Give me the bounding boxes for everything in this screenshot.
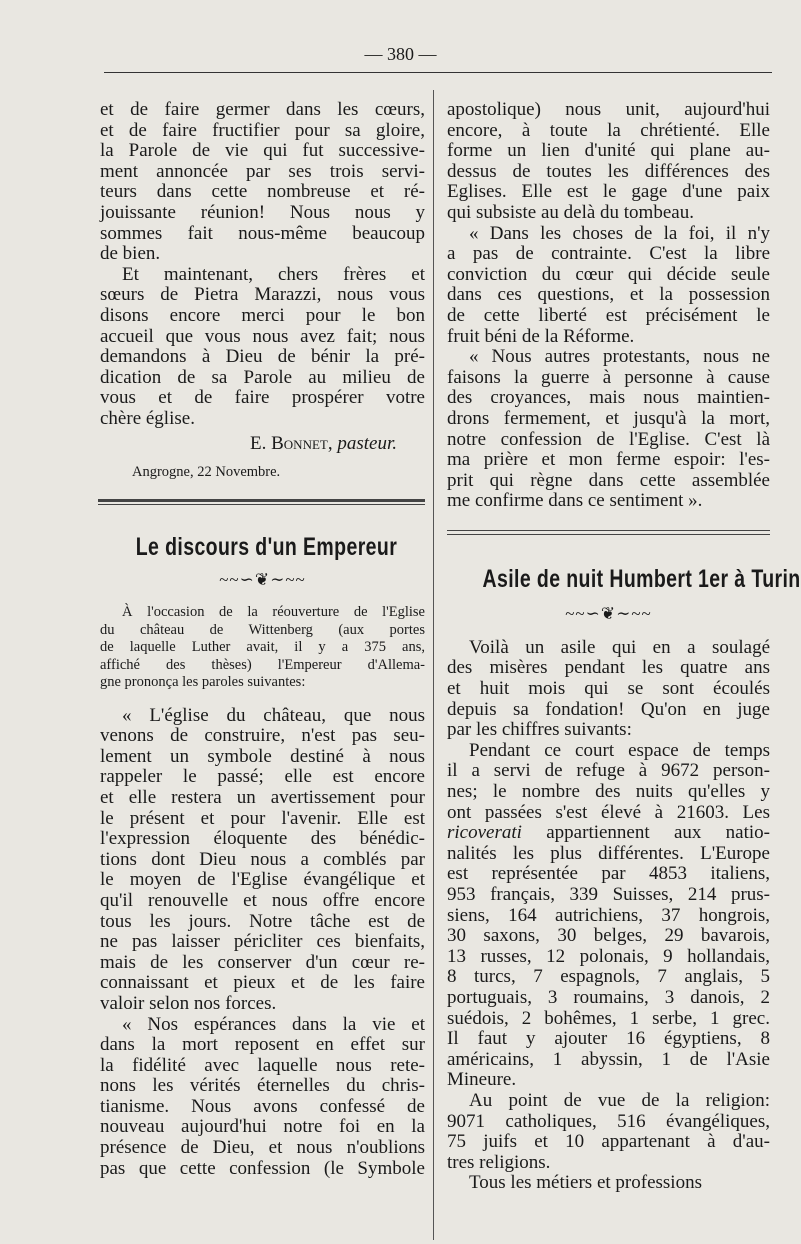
text-line: fruit béni de la Réforme. (447, 325, 635, 347)
text-line: l'expression éloquente des bénédic- (100, 828, 425, 850)
text-line: qui subsiste au delà du tombeau. (447, 201, 694, 223)
text-line: des misères pendant les quatre ans (447, 657, 770, 679)
text-line: Tous les métiers et professions (469, 1172, 702, 1194)
text-line: 8 turcs, 7 espagnols, 7 anglais, 5 (447, 966, 770, 988)
text-line: vous et de faire prospérer votre (100, 387, 425, 409)
text-line: Mineure. (447, 1069, 517, 1091)
text-line: valoir selon nos forces. (100, 992, 277, 1014)
article-title-asile: Asile de nuit Humbert 1er à Turin (482, 564, 801, 593)
signature (100, 434, 425, 455)
text-line: nes; le nombre des nuits qu'elles y (447, 781, 770, 803)
text-line: disons encore merci pour le bon (100, 304, 425, 326)
text-line: 953 français, 339 Suisses, 214 prus- (447, 884, 770, 905)
signature-name: E. Bonnet, (250, 432, 333, 454)
text-line: le moyen de l'Eglise évangélique et (100, 869, 425, 891)
text-line: il a servi de refuge à 9672 person- (447, 760, 770, 782)
text-line: faisons la guerre à personne à cause (447, 366, 770, 388)
speech-paragraph-1 (100, 706, 425, 1015)
text-line: « Nos espérances dans la vie et (122, 1013, 425, 1035)
section-separator (98, 499, 425, 505)
left-column (100, 100, 425, 1179)
text-line: sommes fait nous-même beaucoup (100, 222, 425, 244)
text-line: est représentée par 4853 italiens, (447, 863, 770, 885)
text-line: ricoverati appartiennent aux natio- (447, 822, 771, 844)
text-line: et de faire germer dans les cœurs, (100, 99, 425, 120)
text-line: la fidélité avec laquelle nous rete- (100, 1054, 425, 1076)
text-line: et de faire fructifier pour sa gloire, (100, 119, 425, 141)
text-line: tous les jours. Notre tâche est de (100, 910, 425, 932)
text-line: nalités les plus différentes. L'Europe (447, 842, 770, 864)
text-line: venons de construire, n'est pas seu- (100, 725, 425, 747)
text-line: 75 juifs et 10 appartenant à d'au- (447, 1131, 770, 1153)
dateline: Angrogne, 22 Novembre. (132, 464, 281, 481)
text-line: du château de Wittenberg (aux portes (100, 621, 425, 638)
text-line: dessus de toutes les différences des (447, 160, 770, 182)
text-line: ma prière et mon ferme espoir: l'es- (447, 449, 770, 471)
text-line: connaissant et pieux et de les faire (100, 972, 425, 994)
text-line: depuis sa fondation! Qu'on en juge (447, 698, 770, 720)
header-rule (104, 72, 772, 73)
text-line: de laquelle Luther avait, il y a 375 ans, (100, 639, 425, 656)
speech-continuation (447, 100, 770, 224)
article-title-emperor: Le discours d'un Empereur (135, 533, 398, 562)
text-line: prit qui règne dans cette assemblée (447, 469, 770, 491)
previous-article-ending (100, 100, 425, 265)
asile-paragraph-2 (447, 741, 770, 1091)
text-line: sœurs de Pietra Marazzi, nous vous (100, 284, 425, 306)
ricoverati-term: ricoverati (447, 822, 522, 844)
text-line: À l'occasion de la réouverture de l'Eglise (122, 604, 425, 621)
text-line: qu'il renouvelle et nous offre encore (100, 889, 425, 911)
text-line: « L'église du château, que nous (122, 704, 425, 726)
right-column (447, 99, 801, 1194)
text-line: lement un symbole destiné à nous (100, 745, 425, 767)
text-line: dans ces questions, et la possession (447, 284, 770, 306)
text-line: mais de les conserver d'un cœur re- (100, 951, 425, 973)
text-line: dication de sa Parole au milieu de (100, 366, 425, 388)
text-line: Il faut y ajouter 16 égyptiens, 8 (447, 1028, 770, 1050)
text-line: 30 saxons, 30 belges, 29 bavarois, (447, 925, 770, 947)
text-line: siens, 164 autrichiens, 37 hongrois, (447, 904, 770, 926)
text-line: des croyances, mais nous maintien- (447, 387, 770, 409)
text-line: ne pas laisser péricliter ces bienfaits, (100, 931, 425, 953)
text-line: demandons à Dieu de bénir la pré- (100, 346, 425, 368)
section-separator-right (447, 530, 770, 535)
text-line: Au point de vue de la religion: (469, 1089, 770, 1111)
text-line: ont passées s'est élevé à 21603. Les (447, 801, 770, 823)
text-line: le présent et pour l'avenir. Elle est (100, 807, 425, 829)
text-line: notre confession de l'Eglise. C'est là (447, 428, 770, 450)
text-line: jouissante réunion! Nous nous y (100, 201, 425, 223)
text-line: tions dont Dieu nous a comblés par (100, 848, 425, 870)
text-line: affiché des thèses) l'Empereur d'Allema- (100, 656, 425, 673)
text-line: Et maintenant, chers frères et (122, 263, 425, 285)
text-line: portuguais, 3 roumains, 3 danois, 2 (447, 986, 770, 1008)
text-line: Voilà un asile qui en a soulagé (469, 636, 770, 658)
ornament-divider: ~~∽❦∼~~ (219, 570, 306, 590)
text-line: chère église. (100, 407, 195, 429)
text-line: a pas de contrainte. C'est la libre (447, 243, 770, 265)
asile-paragraph-1 (447, 638, 770, 741)
text-line: rappeler le passé; elle est encore (100, 766, 425, 788)
text-line: forme un lien d'unité qui plane au- (447, 140, 770, 162)
speech-paragraph-2 (100, 1015, 425, 1180)
text-line: dans la mort reposent en effet sur (100, 1034, 425, 1056)
text-line: accueil que vous nous avez fait; nous (100, 325, 425, 347)
text-line: Pendant ce court espace de temps (469, 739, 770, 761)
text-line: ment annoncée par ses trois servi- (100, 160, 425, 182)
text-line: teurs dans cette nombreuse et ré- (100, 181, 425, 203)
ornament-divider-right: ~~∽❦∼~~ (565, 603, 652, 623)
text-line: nouveau aujourd'hui notre foi en la (100, 1116, 425, 1138)
speech-paragraph-3 (447, 224, 770, 348)
text-line: conviction du cœur qui décide seule (447, 263, 770, 285)
text-line: 13 russes, 12 polonais, 9 hollandais, (447, 945, 770, 967)
text-line: nons les vérités éternelles du chris- (100, 1075, 425, 1097)
text-line: de cette liberté est précisément le (447, 304, 770, 326)
text-line: présence de Dieu, et nous n'oublions (100, 1137, 425, 1159)
text-line: me confirme dans ce sentiment ». (447, 490, 703, 512)
text-line: Eglises. Elle est le gage d'une paix (447, 181, 770, 203)
text-line: tres religions. (447, 1151, 551, 1173)
text-line: la Parole de vie qui fut successive- (100, 140, 425, 162)
text-line: pas que cette confession (le Symbole (100, 1157, 425, 1179)
text-line: « Dans les choses de la foi, il n'y (469, 222, 770, 244)
text-line: de bien. (100, 243, 161, 265)
text-line: « Nous autres protestants, nous ne (469, 346, 770, 368)
column-divider (433, 90, 434, 1240)
text-line: américains, 1 abyssin, 1 de l'Asie (447, 1048, 770, 1070)
text-line: drons fermement, et jusqu'à la mort, (447, 407, 770, 429)
speech-paragraph-4 (447, 347, 770, 512)
text-line: apostolique) nous unit, aujourd'hui (447, 99, 770, 120)
text-line: et huit mois qui se sont écoulés (447, 678, 770, 700)
text-line: par les chiffres suivants: (447, 719, 632, 741)
text-line: encore, à toute la chrétienté. Elle (447, 119, 770, 141)
text-line: tianisme. Nous avons confessé de (100, 1095, 425, 1117)
text-line: 9071 catholiques, 516 évangéliques, (447, 1110, 770, 1132)
page-number: — 380 — (364, 44, 437, 64)
closing-paragraph (100, 265, 425, 430)
text-line: suédois, 2 bohêmes, 1 serbe, 1 grec. (447, 1007, 770, 1029)
asile-paragraph-3 (447, 1091, 770, 1173)
signature-title: pasteur. (337, 432, 397, 454)
text-line: gne prononça les paroles suivantes: (100, 674, 306, 691)
article-intro (100, 604, 425, 692)
text-line: et elle restera un avertissement pour (100, 786, 425, 808)
